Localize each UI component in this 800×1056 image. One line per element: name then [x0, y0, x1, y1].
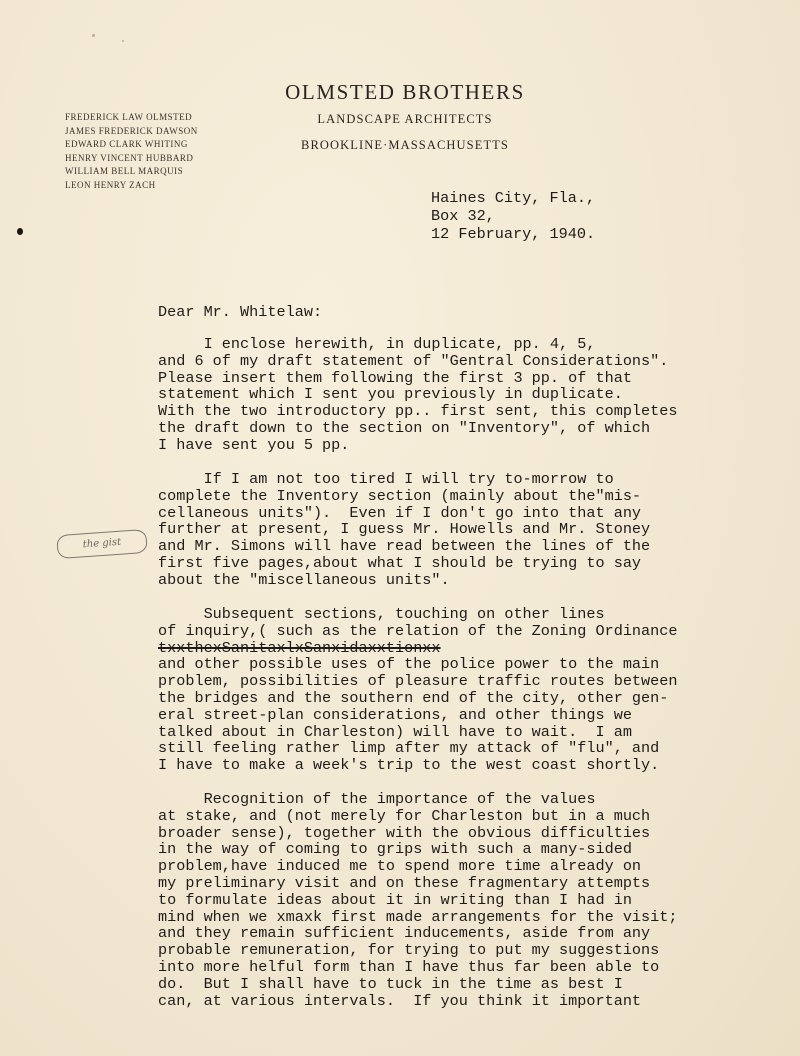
punch-hole — [17, 228, 23, 235]
firm-location: BROOKLINE·MASSACHUSETTS — [301, 138, 509, 152]
address-line: Box 32, — [431, 207, 495, 225]
partner-name: FREDERICK LAW OLMSTED — [65, 112, 193, 122]
text-line: mind when we xmaxk first made arrangements for the visit; — [158, 907, 678, 926]
text-line: eral street-plan considerations, and other things we — [158, 705, 632, 724]
text-line: talked about in Charleston) will have to wait. I am — [158, 722, 632, 741]
text-line: at stake, and (not merely for Charleston but in a much — [158, 806, 651, 825]
partner-name: JAMES FREDERICK DAWSON — [65, 125, 198, 136]
text-line: Please insert them following the first 3 pp. of that — [158, 368, 632, 387]
text-line: the bridges and the southern end of the city, other gen- — [158, 688, 669, 707]
text-line: Recognition of the importance of the values — [158, 790, 596, 808]
text-line: and 6 of my draft statement of "Gentral Considerations". — [158, 351, 669, 370]
text-line: problem,have induced me to spend more time already on — [158, 857, 642, 876]
text-line: complete the Inventory section (mainly about the"mis- — [158, 486, 642, 505]
partner-name: HENRY VINCENT HUBBARD — [65, 152, 194, 163]
text-line: and they remain sufficient inducements, aside from any — [158, 924, 651, 943]
firm-profession: LANDSCAPE ARCHITECTS — [317, 112, 493, 126]
text-line: further at present, I guess Mr. Howells and Mr. Stoney — [158, 520, 651, 539]
text-line: I have sent you 5 pp. — [158, 435, 350, 454]
partner-name: EDWARD CLARK WHITING — [65, 139, 188, 150]
partner-name: WILLIAM BELL MARQUIS — [65, 166, 184, 177]
text-line: still feeling rather limp after my attack of "flu", and — [158, 739, 660, 758]
paper-speck — [92, 34, 95, 37]
text-line: my preliminary visit and on these fragmentary attempts — [158, 873, 651, 892]
sender-address — [431, 189, 595, 243]
paragraph-3 — [158, 606, 678, 774]
text-line: cellaneous units"). Even if I don't go into that any — [158, 503, 642, 522]
partner-name: LEON HENRY ZACH — [65, 179, 156, 190]
paragraph-2 — [158, 471, 650, 589]
text-line: broader sense), together with the obvious difficulties — [158, 823, 651, 842]
handwritten-margin-note: the gist — [56, 529, 147, 559]
text-line: If I am not too tired I will try to-morrow to — [158, 470, 614, 488]
partner-list — [65, 111, 198, 193]
struck-out-line: txxthexSanitaxlxSanxidaxxtionxx — [158, 638, 441, 657]
text-line: about the "miscellaneous units". — [158, 570, 450, 589]
text-line: to formulate ideas about it in writing than I had in — [158, 890, 632, 909]
text-line: and Mr. Simons will have read between the lines of the — [158, 537, 651, 556]
text-line: do. But I shall have to tuck in the time as best I — [158, 974, 623, 993]
text-line: probable remuneration, for trying to put my suggestions — [158, 941, 660, 960]
text-line: problem, possibilities of pleasure traffic routes between — [158, 672, 678, 691]
salutation: Dear Mr. Whitelaw: — [158, 303, 323, 321]
text-line: I have to make a week's trip to the west coast shortly. — [158, 756, 660, 775]
address-line: Haines City, Fla., — [431, 189, 596, 207]
firm-name: OLMSTED BROTHERS — [285, 80, 525, 104]
text-line: the draft down to the section on "Inventory", of which — [158, 418, 651, 437]
text-line: Subsequent sections, touching on other lines — [158, 605, 605, 623]
text-line: and other possible uses of the police power to the main — [158, 655, 660, 674]
text-line: With the two introductory pp.. first sent, this completes — [158, 402, 678, 421]
text-line: of inquiry,( such as the relation of the Zoning Ordinance — [158, 621, 678, 640]
paper-speck — [122, 40, 124, 42]
paragraph-4 — [158, 791, 678, 1009]
text-line: can, at various intervals. If you think it important — [158, 991, 642, 1010]
text-line: statement which I sent you previously in duplicate. — [158, 385, 623, 404]
address-line: 12 February, 1940. — [431, 225, 596, 243]
text-line: in the way of coming to grips with such a many-sided — [158, 840, 632, 859]
paragraph-1 — [158, 336, 678, 454]
text-line: first five pages,about what I should be trying to say — [158, 553, 642, 572]
text-line: into more helful form than I have thus far been able to — [158, 957, 660, 976]
text-line: I enclose herewith, in duplicate, pp. 4, 5, — [158, 335, 596, 353]
